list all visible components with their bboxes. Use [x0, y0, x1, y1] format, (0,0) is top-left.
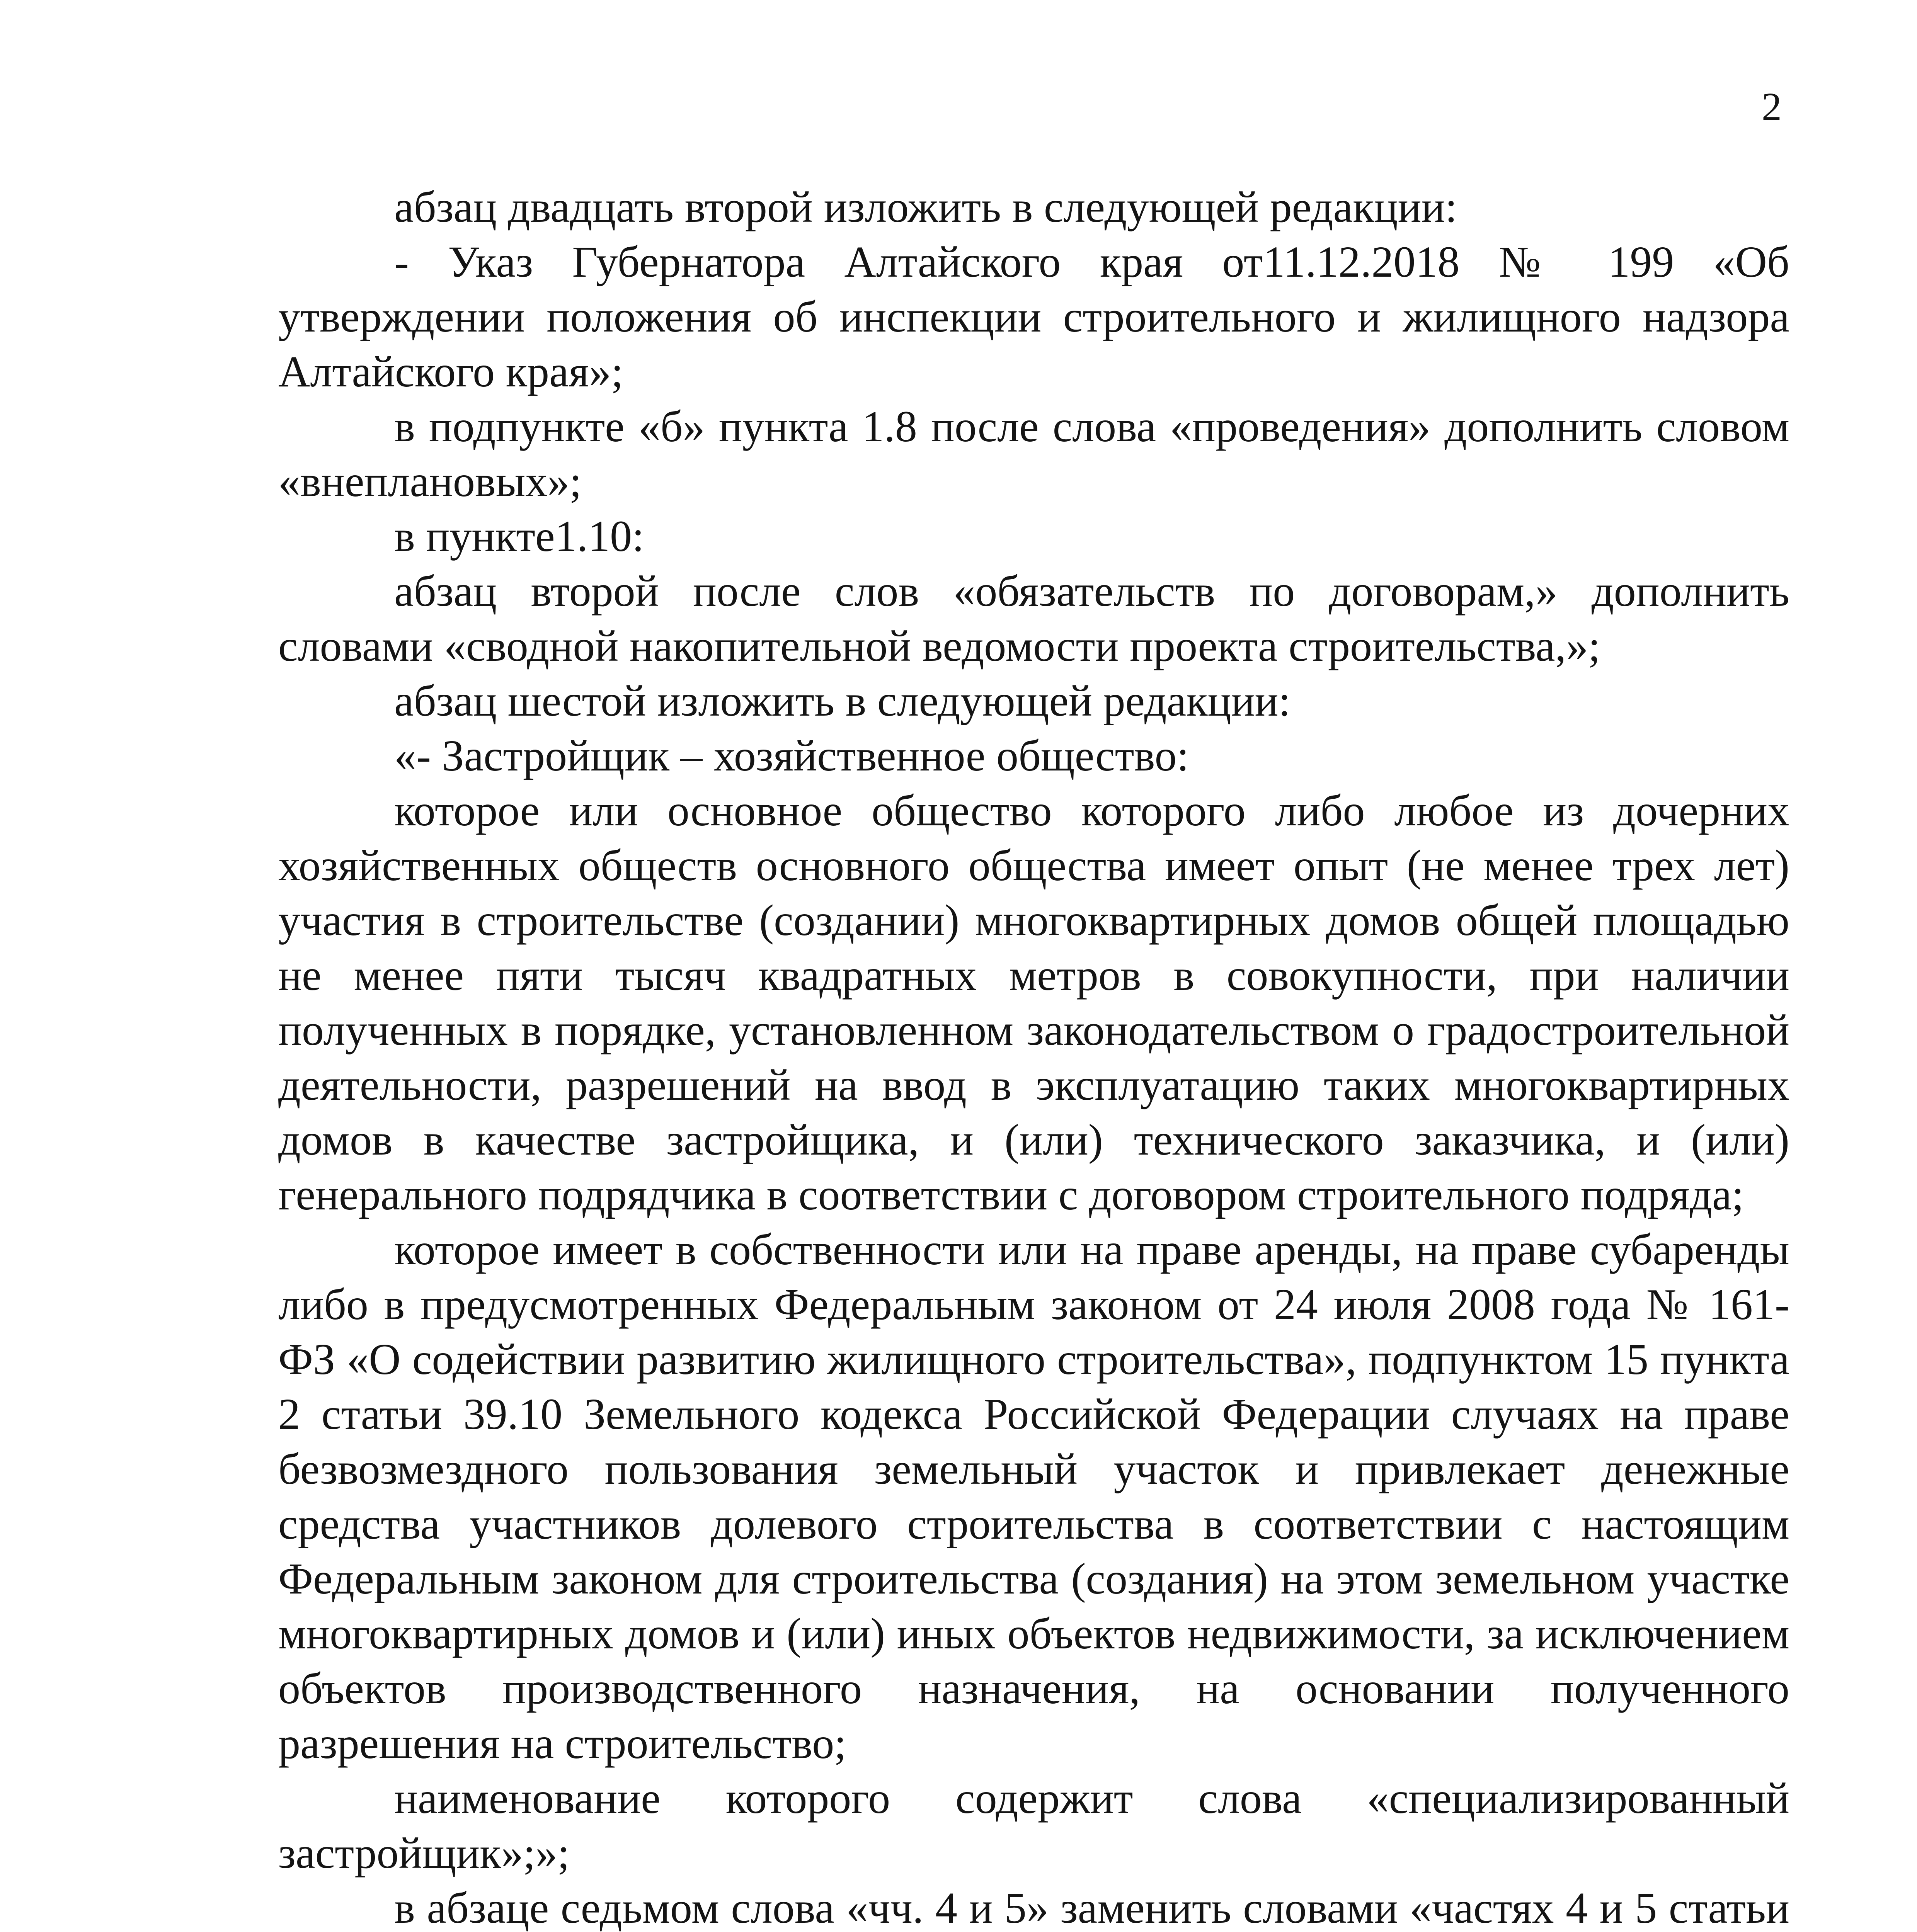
paragraph: в пункте1.10:	[394, 512, 644, 561]
paragraph: абзац второй после слов «обязательств по договорам,» дополнить словами «сводной накопительной ведомости проекта строительства,»;	[278, 566, 1789, 670]
paragraph: в подпункте «б» пункта 1.8 после слова «проведения» дополнить словом «внеплановых»;	[278, 402, 1789, 506]
paragraph: которое имеет в собственности или на праве аренды, на праве субаренды либо в предусмотренных Федеральным законом от 24 июля 2008 года № 161-ФЗ «О содействии развитию жилищного строительства», подпунктом 15 пункта 2 статьи 39.10 Земельного кодекса Российской Федерации случаях на праве безвозмездного пользования земельный участок и привлекает денежные средства участников долевого строительства в соответствии с настоящим Федеральным законом для строительства (создания) на этом земельном участке многоквартирных домов и (или) иных объектов недвижимости, за исключением объектов производственного назначения, на основании полученного разрешения на строительство;	[278, 1225, 1789, 1768]
paragraph: наименование которого содержит слова «специализированный застройщик»;»;	[278, 1774, 1789, 1878]
paragraph: «- Застройщик – хозяйственное общество:	[394, 731, 1189, 780]
paragraph: в абзаце седьмом слова «чч. 4 и 5» заменить словами «частях 4 и 5 статьи	[394, 1883, 1789, 1932]
paragraph: которое или основное общество которого либо любое из дочерних хозяйственных обществ основного общества имеет опыт (не менее трех лет) участия в строительстве (создании) многоквартирных домов общей площадью не менее пяти тысяч квадратных метров в совокупности, при наличии полученных в порядке, установленном законодательством о градостроительной деятельности, разрешений на ввод в эксплуатацию таких многоквартирных домов в качестве застройщика, и (или) технического заказчика, и (или) генерального подрядчика в соответствии с договором строительного подряда;	[278, 786, 1789, 1219]
document-body	[278, 180, 1789, 1932]
paragraph: - Указ Губернатора Алтайского края от11.12.2018 № 199 «Об утверждении положения об инспекции строительного и жилищного надзора Алтайского края»;	[278, 237, 1789, 396]
paragraph: абзац двадцать второй изложить в следующей редакции:	[394, 182, 1457, 231]
paragraph: абзац шестой изложить в следующей редакции:	[394, 676, 1291, 725]
page-number: 2	[1762, 85, 1782, 129]
